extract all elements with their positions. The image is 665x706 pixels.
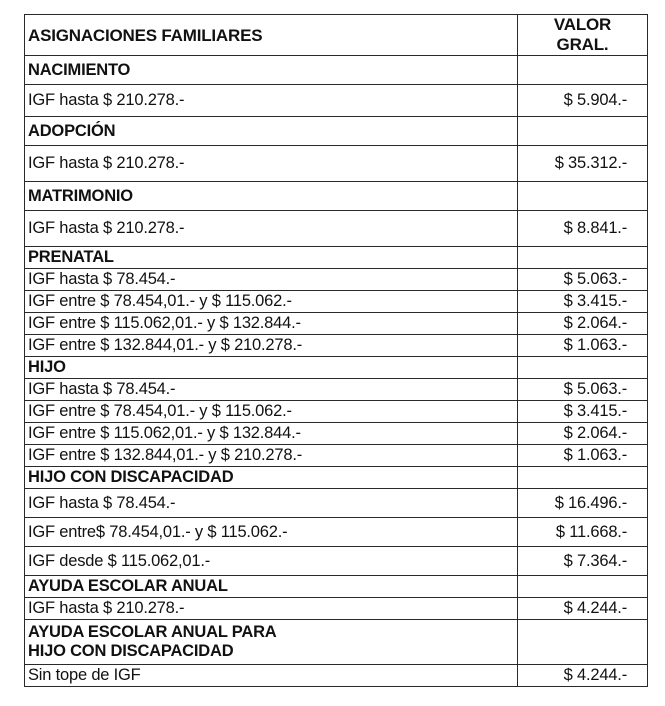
table-row [25,401,648,423]
table-row [25,665,648,687]
row-concept: IGF hasta $ 210.278.- [25,146,518,182]
row-value: $ 5.063.- [518,379,648,401]
row-concept: IGF entre $ 78.454,01.- y $ 115.062.- [25,401,518,423]
table-row [25,379,648,401]
row-concept: IGF entre $ 132.844,01.- y $ 210.278.- [25,445,518,467]
section-row-matrimonio [25,182,648,211]
row-concept: IGF entre $ 115.062,01.- y $ 132.844.- [25,423,518,445]
section-title: PRENATAL [25,247,518,269]
table-row [25,313,648,335]
row-concept: IGF entre$ 78.454,01.- y $ 115.062.- [25,518,518,547]
section-value-empty [518,182,648,211]
section-title: AYUDA ESCOLAR ANUAL [25,576,518,598]
row-value: $ 35.312.- [518,146,648,182]
table-row [25,211,648,247]
row-value: $ 5.063.- [518,269,648,291]
row-concept: IGF hasta $ 210.278.- [25,211,518,247]
row-value: $ 4.244.- [518,598,648,620]
section-value-empty [518,620,648,665]
section-row-ayuda-escolar-discapacidad [25,620,648,665]
row-value: $ 1.063.- [518,445,648,467]
header-value [518,15,648,56]
section-row-ayuda-escolar-anual [25,576,648,598]
section-row-hijo-con-discapacidad [25,467,648,489]
section-value-empty [518,56,648,85]
section-title-line2: HIJO CON DISCAPACIDAD [28,642,234,660]
table-row [25,547,648,576]
table-row [25,85,648,117]
row-value: $ 4.244.- [518,665,648,687]
row-concept: IGF hasta $ 78.454.- [25,489,518,518]
section-title: HIJO CON DISCAPACIDAD [25,467,518,489]
table-row [25,445,648,467]
table-row [25,335,648,357]
table-row [25,598,648,620]
table-row [25,269,648,291]
row-value: $ 3.415.- [518,401,648,423]
table-row [25,146,648,182]
row-concept: IGF hasta $ 210.278.- [25,598,518,620]
section-value-empty [518,467,648,489]
row-value: $ 11.668.- [518,518,648,547]
header-value-line1: VALOR [553,15,612,34]
section-title-line1: AYUDA ESCOLAR ANUAL PARA [28,623,277,641]
section-title: HIJO [25,357,518,379]
row-concept: IGF entre $ 78.454,01.- y $ 115.062.- [25,291,518,313]
row-concept: IGF desde $ 115.062,01.- [25,547,518,576]
asignaciones-familiares-table [24,14,648,687]
header-value-line2: GRAL. [556,35,609,54]
section-row-adopcion [25,117,648,146]
section-title: MATRIMONIO [25,182,518,211]
section-value-empty [518,117,648,146]
table-row [25,489,648,518]
row-value: $ 1.063.- [518,335,648,357]
section-value-empty [518,247,648,269]
table-row [25,291,648,313]
table-header-row [25,15,648,56]
table-row [25,423,648,445]
row-concept: IGF entre $ 115.062,01.- y $ 132.844.- [25,313,518,335]
row-concept: Sin tope de IGF [25,665,518,687]
row-value: $ 16.496.- [518,489,648,518]
row-concept: IGF entre $ 132.844,01.- y $ 210.278.- [25,335,518,357]
row-value: $ 8.841.- [518,211,648,247]
section-value-empty [518,576,648,598]
row-value: $ 3.415.- [518,291,648,313]
row-value: $ 2.064.- [518,313,648,335]
section-value-empty [518,357,648,379]
section-title: ADOPCIÓN [25,117,518,146]
section-row-nacimiento [25,56,648,85]
row-value: $ 2.064.- [518,423,648,445]
row-value: $ 5.904.- [518,85,648,117]
table-row [25,518,648,547]
section-row-prenatal [25,247,648,269]
row-concept: IGF hasta $ 78.454.- [25,379,518,401]
row-value: $ 7.364.- [518,547,648,576]
section-row-hijo [25,357,648,379]
row-concept: IGF hasta $ 78.454.- [25,269,518,291]
section-title [25,620,518,665]
row-concept: IGF hasta $ 210.278.- [25,85,518,117]
section-title: NACIMIENTO [25,56,518,85]
header-concept: ASIGNACIONES FAMILIARES [25,15,518,56]
